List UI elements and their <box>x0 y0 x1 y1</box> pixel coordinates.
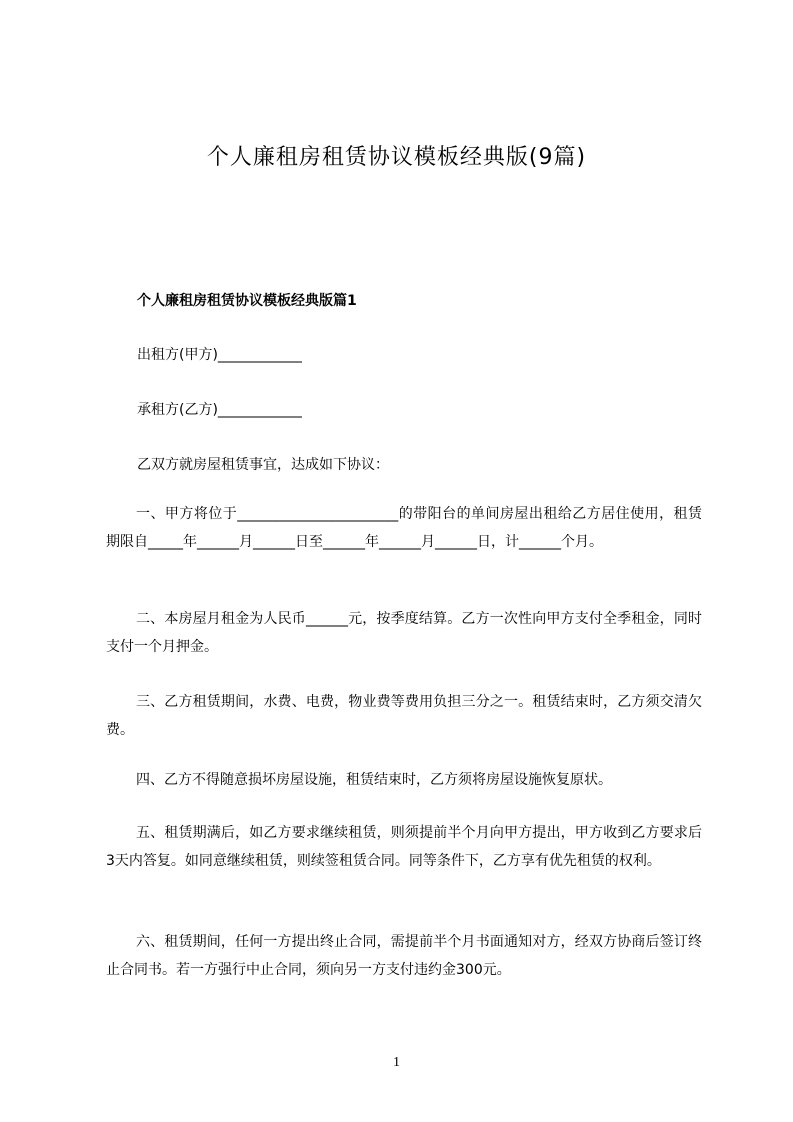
clause-1: 一、甲方将位于_______________________的带阳台的单间房屋出租给乙方居住使用，租赁期限自_____年______月______日至______年______月______日，计______个月。 <box>106 506 702 550</box>
clause-2: 二、本房屋月租金为人民币______元，按季度结算。乙方一次性向甲方支付全季租金，同时支付一个月押金。 <box>106 611 702 655</box>
clause-6: 六、租赁期间，任何一方提出终止合同，需提前半个月书面通知对方，经双方协商后签订终止合同书。若一方强行中止合同，须向另一方支付违约金300元。 <box>106 934 702 978</box>
clause-3: 三、乙方租赁期间，水费、电费，物业费等费用负担三分之一。租赁结束时，乙方须交清欠费。 <box>106 694 702 738</box>
page-number: 1 <box>393 1055 400 1070</box>
clause-5: 五、租赁期满后，如乙方要求继续租赁，则须提前半个月向甲方提出，甲方收到乙方要求后3天内答复。如同意继续租赁，则续签租赁合同。同等条件下，乙方享有优先租赁的权利。 <box>106 825 702 869</box>
lessor-line: 出租方(甲方)____________ <box>137 347 302 363</box>
document-title: 个人廉租房租赁协议模板经典版(9篇) <box>206 145 587 170</box>
section-heading: 个人廉租房租赁协议模板经典版篇1 <box>137 293 357 309</box>
intro-paragraph: 乙双方就房屋租赁事宜，达成如下协议： <box>137 457 389 473</box>
lessee-line: 承租方(乙方)____________ <box>137 402 302 418</box>
clause-4: 四、乙方不得随意损坏房屋设施，租赁结束时，乙方须将房屋设施恢复原状。 <box>136 772 612 788</box>
